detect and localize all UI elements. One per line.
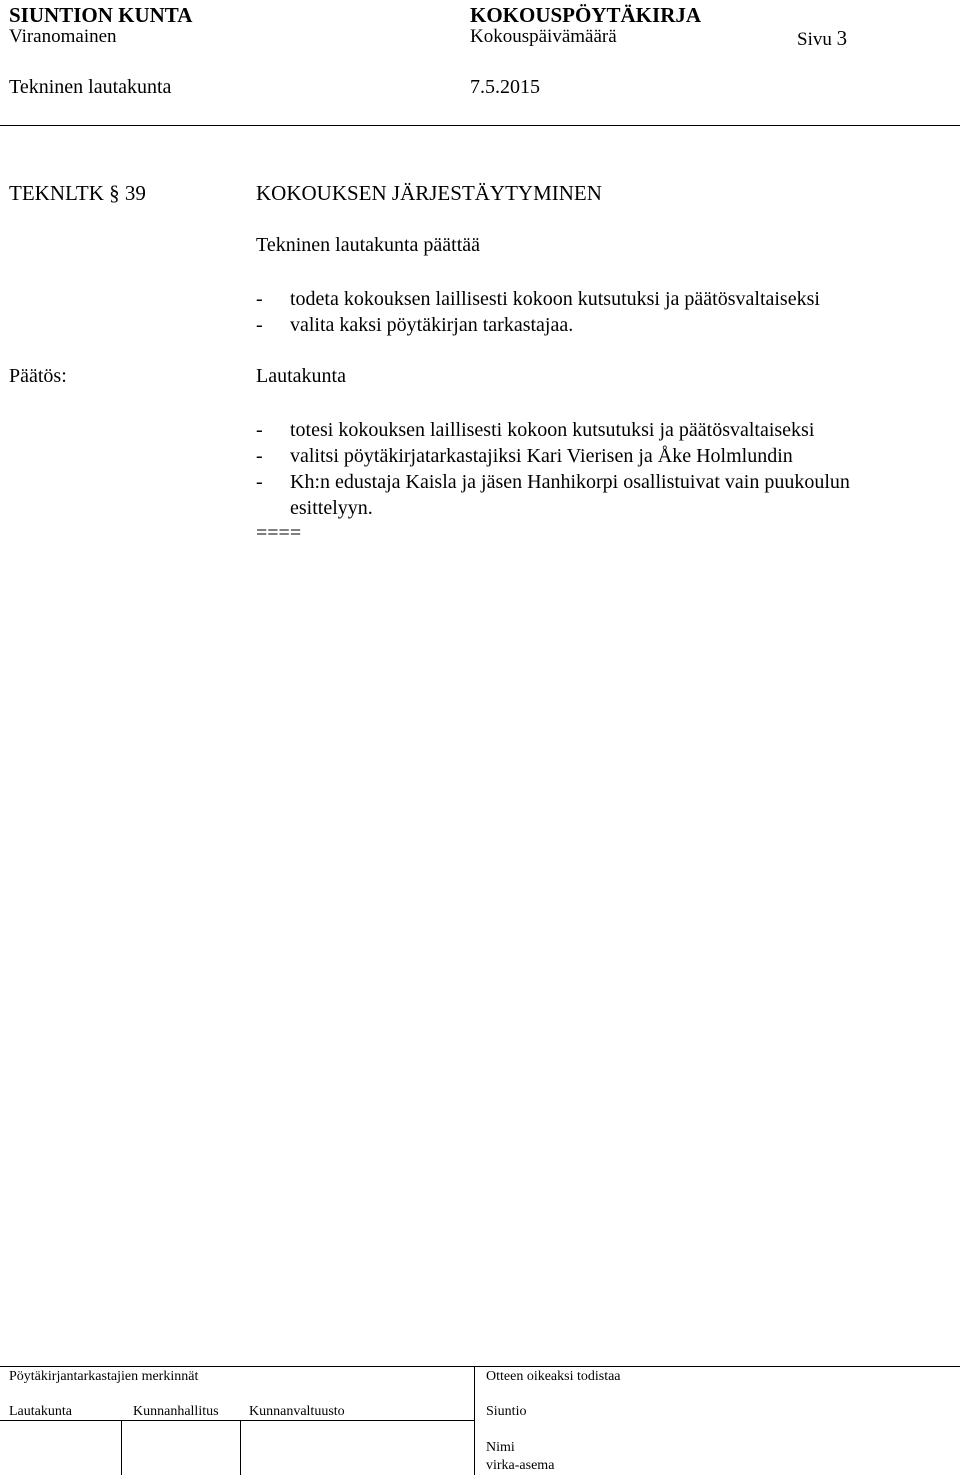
list-item-text: Kh:n edustaja Kaisla ja jäsen Hanhikorpi osallistuivat vain puukoulun esittelyyn. [290,471,850,519]
footer-column-divider [474,1366,475,1475]
section-title: KOKOUKSEN JÄRJESTÄYTYMINEN [256,181,602,205]
end-mark: ==== [256,522,302,544]
footer-row-divider [0,1420,474,1421]
document-type: KOKOUSPÖYTÄKIRJA [470,3,702,27]
footer-cell-divider-2 [240,1420,241,1475]
footer-col-lautakunta: Lautakunta [9,1404,72,1419]
list-item: - totesi kokouksen laillisesti kokoon kutsutuksi ja päätösvaltaiseksi [256,419,815,441]
inspectors-label: Pöytäkirjantarkastajien merkinnät [9,1369,199,1384]
page-number: 3 [836,26,848,50]
list-item-text: valitsi pöytäkirjatarkastajiksi Kari Vierisen ja Åke Holmlundin [290,445,793,467]
list-item-text: totesi kokouksen laillisesti kokoon kutsutuksi ja päätösvaltaiseksi [290,419,815,441]
list-item-text: todeta kokouksen laillisesti kokoon kutsutuksi ja päätösvaltaiseksi [290,288,820,310]
decision-label: Päätös: [9,365,67,387]
footer-place: Siuntio [486,1404,527,1419]
proposal-list [256,286,936,338]
header-divider [0,125,960,126]
date-label: Kokouspäivämäärä [470,26,617,47]
proposal-intro: Tekninen lautakunta päättää [256,234,481,256]
footer-position-label: virka-asema [486,1458,555,1473]
decision-list [256,417,936,521]
list-item: - valita kaksi pöytäkirjan tarkastajaa. [256,314,574,336]
decision-intro: Lautakunta [256,365,346,387]
footer-name-label: Nimi [486,1440,515,1455]
meeting-date: 7.5.2015 [470,76,540,98]
footer-col-kunnanhallitus: Kunnanhallitus [133,1404,219,1419]
org-name: SIUNTION KUNTA [9,3,193,27]
page-indicator [797,26,847,51]
list-item-text: valita kaksi pöytäkirjan tarkastajaa. [290,314,574,336]
section-id: TEKNLTK § 39 [9,181,146,205]
certified-label: Otteen oikeaksi todistaa [486,1369,621,1384]
list-item: - Kh:n edustaja Kaisla ja jäsen Hanhikorpi osallistuivat vain puukoulun esittelyyn. [256,469,936,521]
list-item: - todeta kokouksen laillisesti kokoon kutsutuksi ja päätösvaltaiseksi [256,288,820,310]
page-label: Sivu [797,29,832,50]
footer-divider [0,1366,960,1367]
footer-cell-divider-1 [121,1420,122,1475]
authority-name: Tekninen lautakunta [9,76,172,98]
authority-label: Viranomainen [9,26,117,47]
list-item: - valitsi pöytäkirjatarkastajiksi Kari Vierisen ja Åke Holmlundin [256,445,793,467]
footer-col-kunnanvaltuusto: Kunnanvaltuusto [249,1404,345,1419]
